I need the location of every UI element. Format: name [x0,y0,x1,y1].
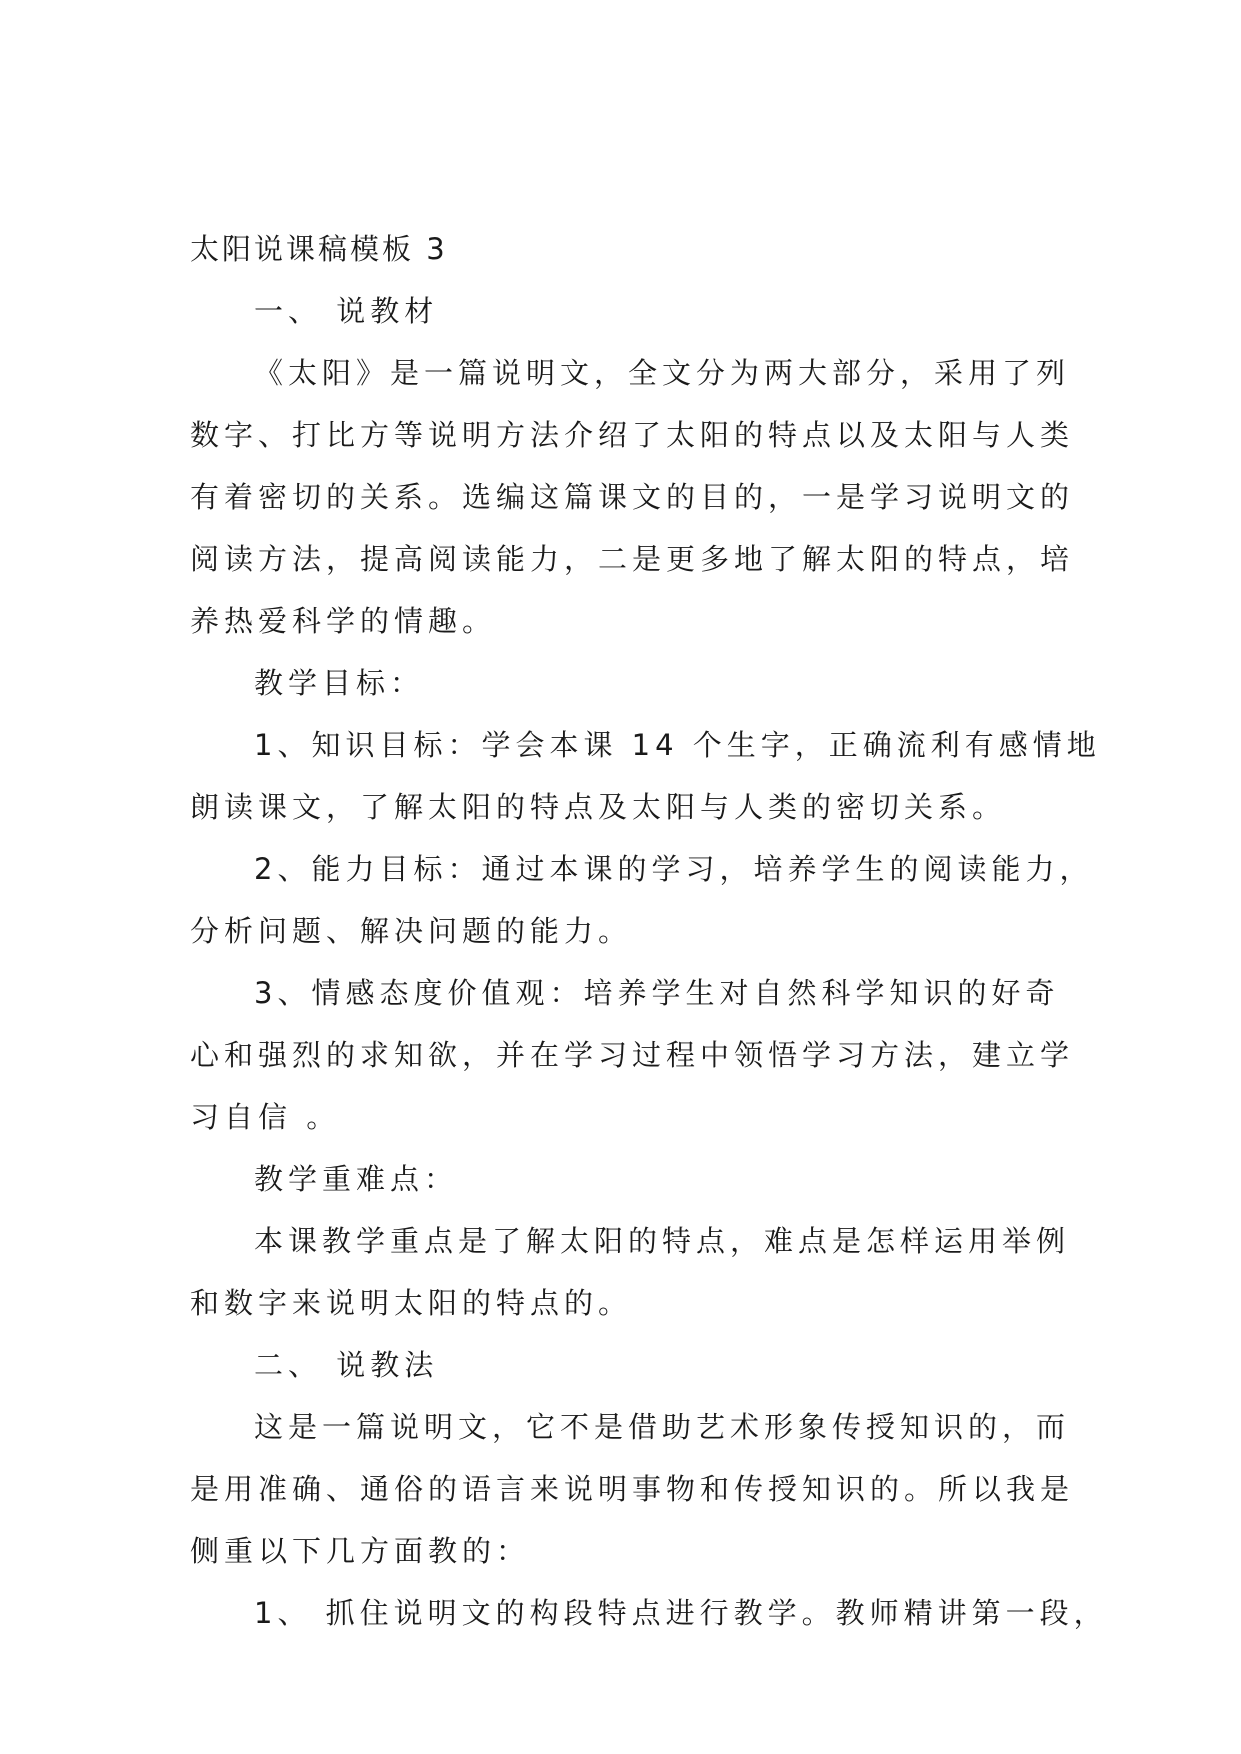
text-line: 3、情感态度价值观：培养学生对自然科学知识的好奇 [254,976,1060,1010]
text-line: 分析问题、解决问题的能力。 [190,914,633,948]
text-line: 这是一篇说明文，它不是借助艺术形象传授知识的，而 [254,1410,1071,1444]
text-line: 侧重以下几方面教的： [190,1534,531,1568]
text-line: 有着密切的关系。选编这篇课文的目的，一是学习说明文的 [190,480,1075,514]
text-line: 《太阳》是一篇说明文，全文分为两大部分，采用了列 [254,356,1071,390]
text-line: 一、 说教材 [254,294,439,328]
text-line: 二、 说教法 [254,1348,439,1382]
text-line: 是用准确、通俗的语言来说明事物和传授知识的。所以我是 [190,1472,1075,1506]
text-line: 朗读课文，了解太阳的特点及太阳与人类的密切关系。 [190,790,1007,824]
document-body [190,218,1108,1644]
document-title: 太阳说课稿模板 3 [190,232,448,266]
text-line: 2、能力目标：通过本课的学习，培养学生的阅读能力， [254,852,1094,886]
text-line: 养热爱科学的情趣。 [190,604,497,638]
text-line: 1、知识目标：学会本课 14 个生字，正确流利有感情地 [254,728,1101,762]
text-line: 教学重难点： [254,1162,459,1196]
text-line: 教学目标： [254,666,425,700]
text-line: 心和强烈的求知欲，并在学习过程中领悟学习方法，建立学 [190,1038,1075,1072]
text-line: 本课教学重点是了解太阳的特点，难点是怎样运用举例 [254,1224,1071,1258]
document-text [190,280,1108,1644]
text-line: 阅读方法，提高阅读能力，二是更多地了解太阳的特点，培 [190,542,1075,576]
text-line: 1、 抓住说明文的构段特点进行教学。教师精讲第一段， [254,1596,1108,1630]
text-line: 数字、打比方等说明方法介绍了太阳的特点以及太阳与人类 [190,418,1075,452]
text-line: 和数字来说明太阳的特点的。 [190,1286,633,1320]
text-line: 习自信 。 [190,1100,341,1134]
